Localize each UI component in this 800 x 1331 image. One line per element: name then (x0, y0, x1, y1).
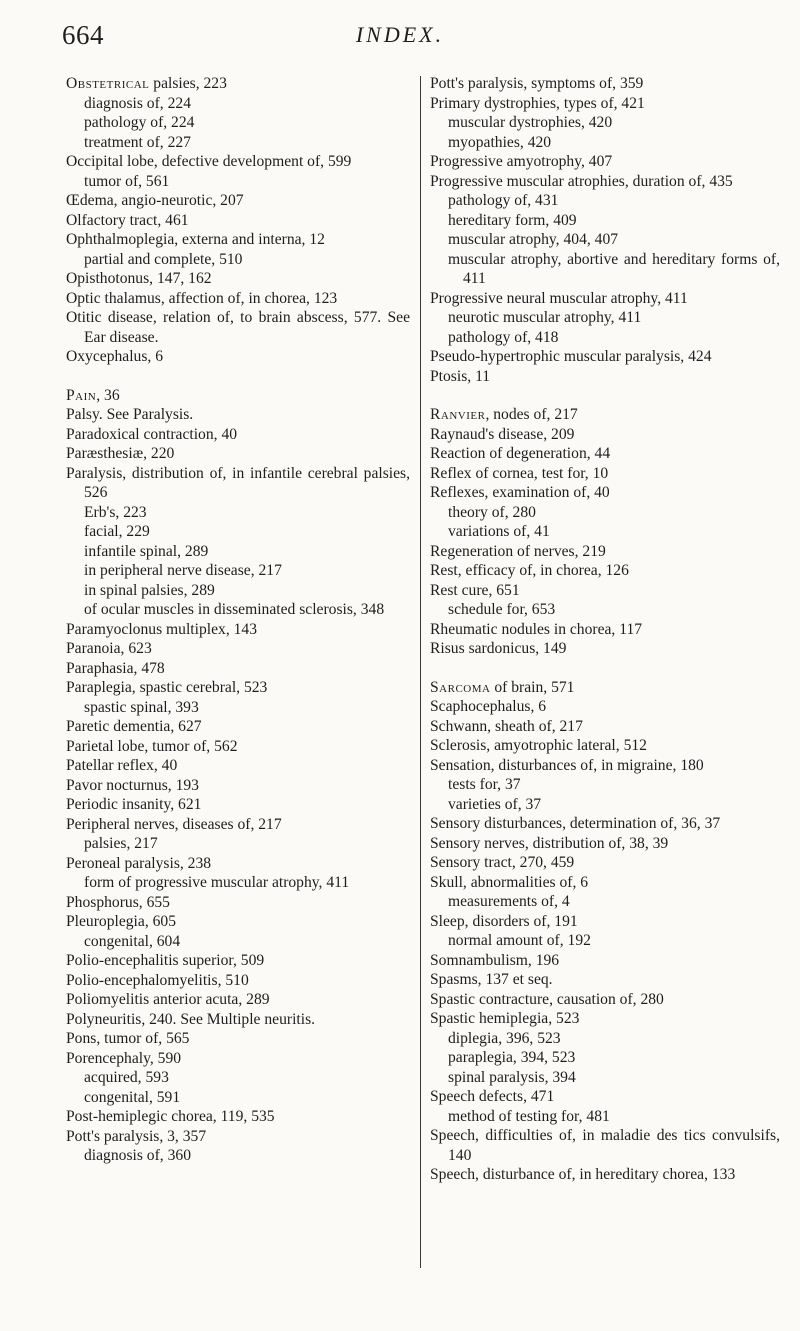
entry-text: spinal paralysis, 394 (448, 1068, 576, 1086)
index-entry (430, 172, 780, 192)
entry-text: Risus sardonicus, 149 (430, 640, 567, 657)
entry-text: Speech, disturbance of, in hereditary chorea, 133 (430, 1166, 736, 1183)
index-subentry (66, 113, 410, 133)
index-entry (430, 367, 780, 387)
index-subentry (430, 328, 780, 348)
entry-text: Primary dystrophies, types of, 421 (430, 94, 645, 112)
index-entry (66, 971, 410, 991)
index-subentry (430, 230, 780, 250)
entry-text: Peroneal paralysis, 238 (66, 854, 212, 872)
index-entry (66, 717, 410, 737)
entry-text: facial, 229 (84, 523, 150, 540)
entry-text: palsies, 217 (84, 835, 158, 852)
section-lead-word: Obstetrical (66, 75, 150, 92)
index-entry (66, 152, 410, 172)
entry-text: Reaction of degeneration, 44 (430, 445, 611, 462)
entry-text: Progressive amyotrophy, 407 (430, 153, 613, 170)
index-subentry (430, 931, 780, 951)
index-entry (430, 152, 780, 172)
entry-text: Parietal lobe, tumor of, 562 (66, 737, 238, 755)
entry-text: Optic thalamus, affection of, in chorea, 123 (66, 289, 338, 307)
entry-text: spastic spinal, 393 (84, 698, 199, 716)
page-header (62, 20, 738, 56)
section-lead-word: Sarcoma (430, 678, 491, 696)
entry-text: diplegia, 396, 523 (448, 1029, 561, 1047)
index-column-right (430, 74, 780, 1185)
section-lead-word: Ranvier (430, 406, 486, 423)
index-subentry (430, 133, 780, 153)
index-entry (66, 854, 410, 874)
entry-text: Speech defects, 471 (430, 1088, 555, 1105)
index-subentry (66, 94, 410, 114)
index-subentry (66, 172, 410, 192)
entry-text: Rest, efficacy of, in chorea, 126 (430, 562, 629, 579)
index-entry (430, 405, 780, 425)
index-entry (66, 289, 410, 309)
entry-text: Polyneuritis, 240. See Multiple neuritis. (66, 1010, 316, 1028)
entry-text: of brain, 571 (490, 678, 575, 696)
index-entry (66, 737, 410, 757)
entry-text: Oxycephalus, 6 (66, 348, 164, 365)
entry-text: Progressive neural muscular atrophy, 411 (430, 289, 688, 307)
entry-text: varieties of, 37 (448, 795, 542, 813)
index-entry (430, 347, 780, 367)
index-entry (430, 464, 780, 484)
entry-text: , 36 (96, 386, 120, 404)
entry-text: Sclerosis, amyotrophic lateral, 512 (430, 737, 647, 754)
index-subentry (66, 522, 410, 542)
index-entry (66, 1010, 410, 1030)
entry-text: Peripheral nerves, diseases of, 217 (66, 815, 282, 833)
index-entry (66, 776, 410, 796)
index-subentry (66, 503, 410, 523)
index-entry (430, 834, 780, 854)
entry-text: infantile spinal, 289 (84, 542, 209, 560)
entry-text: Reflex of cornea, test for, 10 (430, 464, 609, 482)
index-subentry (430, 1107, 780, 1127)
entry-text: Ptosis, 11 (430, 367, 491, 385)
index-entry (66, 990, 410, 1010)
entry-text: muscular dystrophies, 420 (448, 114, 613, 131)
index-subentry (430, 892, 780, 912)
entry-text: , nodes of, 217 (485, 406, 578, 423)
index-entry (430, 990, 780, 1010)
index-entry (66, 756, 410, 776)
index-entry (430, 620, 780, 640)
entry-text: Sensory disturbances, determination of, 36, 37 (430, 815, 721, 832)
entry-text: myopathies, 420 (448, 133, 552, 151)
index-entry (430, 678, 780, 698)
index-entry (430, 697, 780, 717)
index-subentry (66, 133, 410, 153)
index-entry (66, 893, 410, 913)
index-entry (430, 736, 780, 756)
entry-text: Regeneration of nerves, 219 (430, 542, 606, 560)
index-subentry (430, 522, 780, 542)
entry-text: in spinal palsies, 289 (84, 581, 215, 599)
entry-text: Polio-encephalomyelitis, 510 (66, 971, 249, 989)
index-subentry (66, 561, 410, 581)
index-entry (66, 191, 410, 211)
entry-text: variations of, 41 (448, 523, 550, 540)
index-subentry (66, 542, 410, 562)
entry-text: Pott's paralysis, symptoms of, 359 (430, 75, 644, 92)
entry-text: paraplegia, 394, 523 (448, 1049, 576, 1066)
entry-text: Phosphorus, 655 (66, 893, 170, 911)
index-entry (430, 542, 780, 562)
entry-text: Opisthotonus, 147, 162 (66, 270, 212, 287)
index-subentry (430, 1048, 780, 1068)
index-entry (430, 853, 780, 873)
entry-text: Progressive muscular atrophies, duration of, 435 (430, 172, 733, 190)
index-subentry (430, 1029, 780, 1049)
index-subentry (430, 503, 780, 523)
entry-text: Post-hemiplegic chorea, 119, 535 (66, 1108, 275, 1125)
entry-text: diagnosis of, 360 (84, 1147, 191, 1164)
index-entry (430, 1165, 780, 1185)
index-subentry (430, 250, 780, 289)
index-entry (430, 581, 780, 601)
entry-text: pathology of, 224 (84, 114, 195, 131)
index-subentry (66, 1146, 410, 1166)
entry-text: Paramyoclonus multiplex, 143 (66, 620, 258, 638)
index-subentry (66, 250, 410, 270)
entry-text: Spasms, 137 et seq. (430, 971, 553, 988)
entry-text: Polio-encephalitis superior, 509 (66, 952, 265, 969)
index-subentry (430, 795, 780, 815)
index-entry (66, 1049, 410, 1069)
entry-text: diagnosis of, 224 (84, 94, 191, 112)
entry-text: Poliomyelitis anterior acuta, 289 (66, 991, 270, 1008)
entry-text: treatment of, 227 (84, 133, 191, 151)
index-entry (430, 639, 780, 659)
index-subentry (66, 873, 410, 893)
index-entry (66, 1127, 410, 1147)
column-divider (420, 76, 421, 1268)
entry-text: Paradoxical contraction, 40 (66, 425, 238, 443)
entry-text: Pleuroplegia, 605 (66, 913, 177, 930)
index-entry (66, 464, 410, 503)
entry-text: Reflexes, examination of, 40 (430, 484, 610, 501)
entry-text: Periodic insanity, 621 (66, 796, 202, 813)
entry-text: method of testing for, 481 (448, 1107, 610, 1125)
index-entry (430, 756, 780, 776)
index-entry (430, 483, 780, 503)
index-entry (430, 289, 780, 309)
index-subentry (430, 191, 780, 211)
index-entry (430, 873, 780, 893)
index-entry (66, 1107, 410, 1127)
entry-text: Œdema, angio-neurotic, 207 (66, 192, 244, 209)
entry-text: Olfactory tract, 461 (66, 211, 189, 229)
entry-text: hereditary form, 409 (448, 211, 577, 229)
entry-text: Ophthalmoplegia, externa and interna, 12 (66, 231, 325, 248)
index-entry (430, 561, 780, 581)
index-entry (430, 425, 780, 445)
entry-text: Spastic contracture, causation of, 280 (430, 990, 664, 1008)
index-entry (66, 912, 410, 932)
entry-text: schedule for, 653 (448, 601, 556, 618)
entry-text: of ocular muscles in disseminated sclerosis, 348 (84, 601, 385, 618)
index-entry (430, 912, 780, 932)
index-column-left (66, 74, 410, 1166)
index-entry (66, 444, 410, 464)
index-entry (430, 1009, 780, 1029)
entry-text: Sensory nerves, distribution of, 38, 39 (430, 834, 669, 852)
entry-text: pathology of, 431 (448, 192, 559, 209)
entry-text: Pons, tumor of, 565 (66, 1030, 190, 1047)
entry-text: form of progressive muscular atrophy, 411 (84, 874, 350, 891)
entry-text: measurements of, 4 (448, 893, 570, 910)
index-entry (66, 639, 410, 659)
entry-text: in peripheral nerve disease, 217 (84, 562, 282, 579)
entry-text: pathology of, 418 (448, 328, 559, 346)
entry-text: Paranoia, 623 (66, 640, 152, 657)
entry-text: acquired, 593 (84, 1069, 169, 1086)
letter-section-gap (430, 659, 780, 678)
index-entry (430, 717, 780, 737)
section-lead-word: Pain (66, 386, 97, 404)
entry-text: Paralysis, distribution of, in infantile cerebral palsies, 526 (66, 464, 410, 501)
letter-section-gap (66, 367, 410, 386)
index-entry (66, 269, 410, 289)
entry-text: Occipital lobe, defective development of, 599 (66, 153, 352, 170)
entry-text: congenital, 591 (84, 1088, 181, 1106)
entry-text: Speech, difficulties of, in maladie des tics convulsifs, 140 (430, 1127, 780, 1164)
entry-text: congenital, 604 (84, 932, 181, 950)
index-subentry (66, 932, 410, 952)
entry-text: Palsy. See Paralysis. (66, 406, 194, 423)
index-entry (430, 814, 780, 834)
index-subentry (66, 600, 410, 620)
index-entry (430, 444, 780, 464)
index-entry (430, 951, 780, 971)
entry-text: muscular atrophy, abortive and hereditary forms of, 411 (448, 250, 780, 287)
index-entry (66, 678, 410, 698)
page-number: 664 (62, 20, 104, 50)
entry-text: Skull, abnormalities of, 6 (430, 873, 589, 891)
index-subentry (66, 581, 410, 601)
entry-text: Pavor nocturnus, 193 (66, 776, 199, 794)
entry-text: muscular atrophy, 404, 407 (448, 231, 619, 248)
entry-text: Otitic disease, relation of, to brain abscess, 577. See Ear disease. (66, 309, 410, 346)
entry-text: partial and complete, 510 (84, 250, 243, 268)
index-entry (66, 347, 410, 367)
entry-text: Somnambulism, 196 (430, 951, 560, 969)
index-subentry (430, 600, 780, 620)
entry-text: Scaphocephalus, 6 (430, 698, 547, 715)
index-entry (66, 405, 410, 425)
index-entry (66, 1029, 410, 1049)
entry-text: Sensory tract, 270, 459 (430, 854, 575, 871)
entry-text: theory of, 280 (448, 503, 536, 521)
entry-text: Sleep, disorders of, 191 (430, 912, 578, 930)
index-entry (430, 970, 780, 990)
index-subentry (430, 113, 780, 133)
index-entry (66, 425, 410, 445)
entry-text: Schwann, sheath of, 217 (430, 717, 583, 735)
entry-text: neurotic muscular atrophy, 411 (448, 309, 642, 326)
index-entry (66, 230, 410, 250)
entry-text: Sensation, disturbances of, in migraine, 180 (430, 756, 704, 774)
entry-text: Raynaud's disease, 209 (430, 425, 575, 443)
entry-text: Pott's paralysis, 3, 357 (66, 1127, 207, 1145)
entry-text: Pseudo-hypertrophic muscular paralysis, 424 (430, 348, 712, 365)
entry-text: palsies, 223 (149, 75, 227, 92)
index-subentry (66, 834, 410, 854)
index-subentry (430, 775, 780, 795)
entry-text: tests for, 37 (448, 776, 521, 793)
index-subentry (430, 211, 780, 231)
index-entry (66, 815, 410, 835)
index-subentry (430, 1068, 780, 1088)
entry-text: Paraphasia, 478 (66, 659, 165, 677)
index-entry (66, 211, 410, 231)
index-entry (66, 795, 410, 815)
index-subentry (66, 1068, 410, 1088)
entry-text: Rheumatic nodules in chorea, 117 (430, 620, 643, 638)
index-entry (66, 386, 410, 406)
index-entry (66, 620, 410, 640)
index-entry (430, 1087, 780, 1107)
entry-text: Paræsthesiæ, 220 (66, 445, 175, 462)
running-title: INDEX. (355, 22, 445, 47)
entry-text: Paretic dementia, 627 (66, 718, 202, 735)
entry-text: Rest cure, 651 (430, 581, 520, 599)
entry-text: normal amount of, 192 (448, 932, 591, 949)
index-subentry (66, 698, 410, 718)
entry-text: Spastic hemiplegia, 523 (430, 1010, 580, 1027)
index-entry (66, 308, 410, 347)
entry-text: Paraplegia, spastic cerebral, 523 (66, 679, 268, 696)
entry-text: Erb's, 223 (84, 503, 147, 521)
index-entry (66, 659, 410, 679)
index-entry (430, 1126, 780, 1165)
entry-text: tumor of, 561 (84, 172, 170, 190)
index-entry (430, 94, 780, 114)
index-entry (66, 951, 410, 971)
index-subentry (430, 308, 780, 328)
entry-text: Porencephaly, 590 (66, 1049, 182, 1067)
index-entry (66, 74, 410, 94)
index-subentry (66, 1088, 410, 1108)
index-entry (430, 74, 780, 94)
entry-text: Patellar reflex, 40 (66, 757, 178, 774)
letter-section-gap (430, 386, 780, 405)
